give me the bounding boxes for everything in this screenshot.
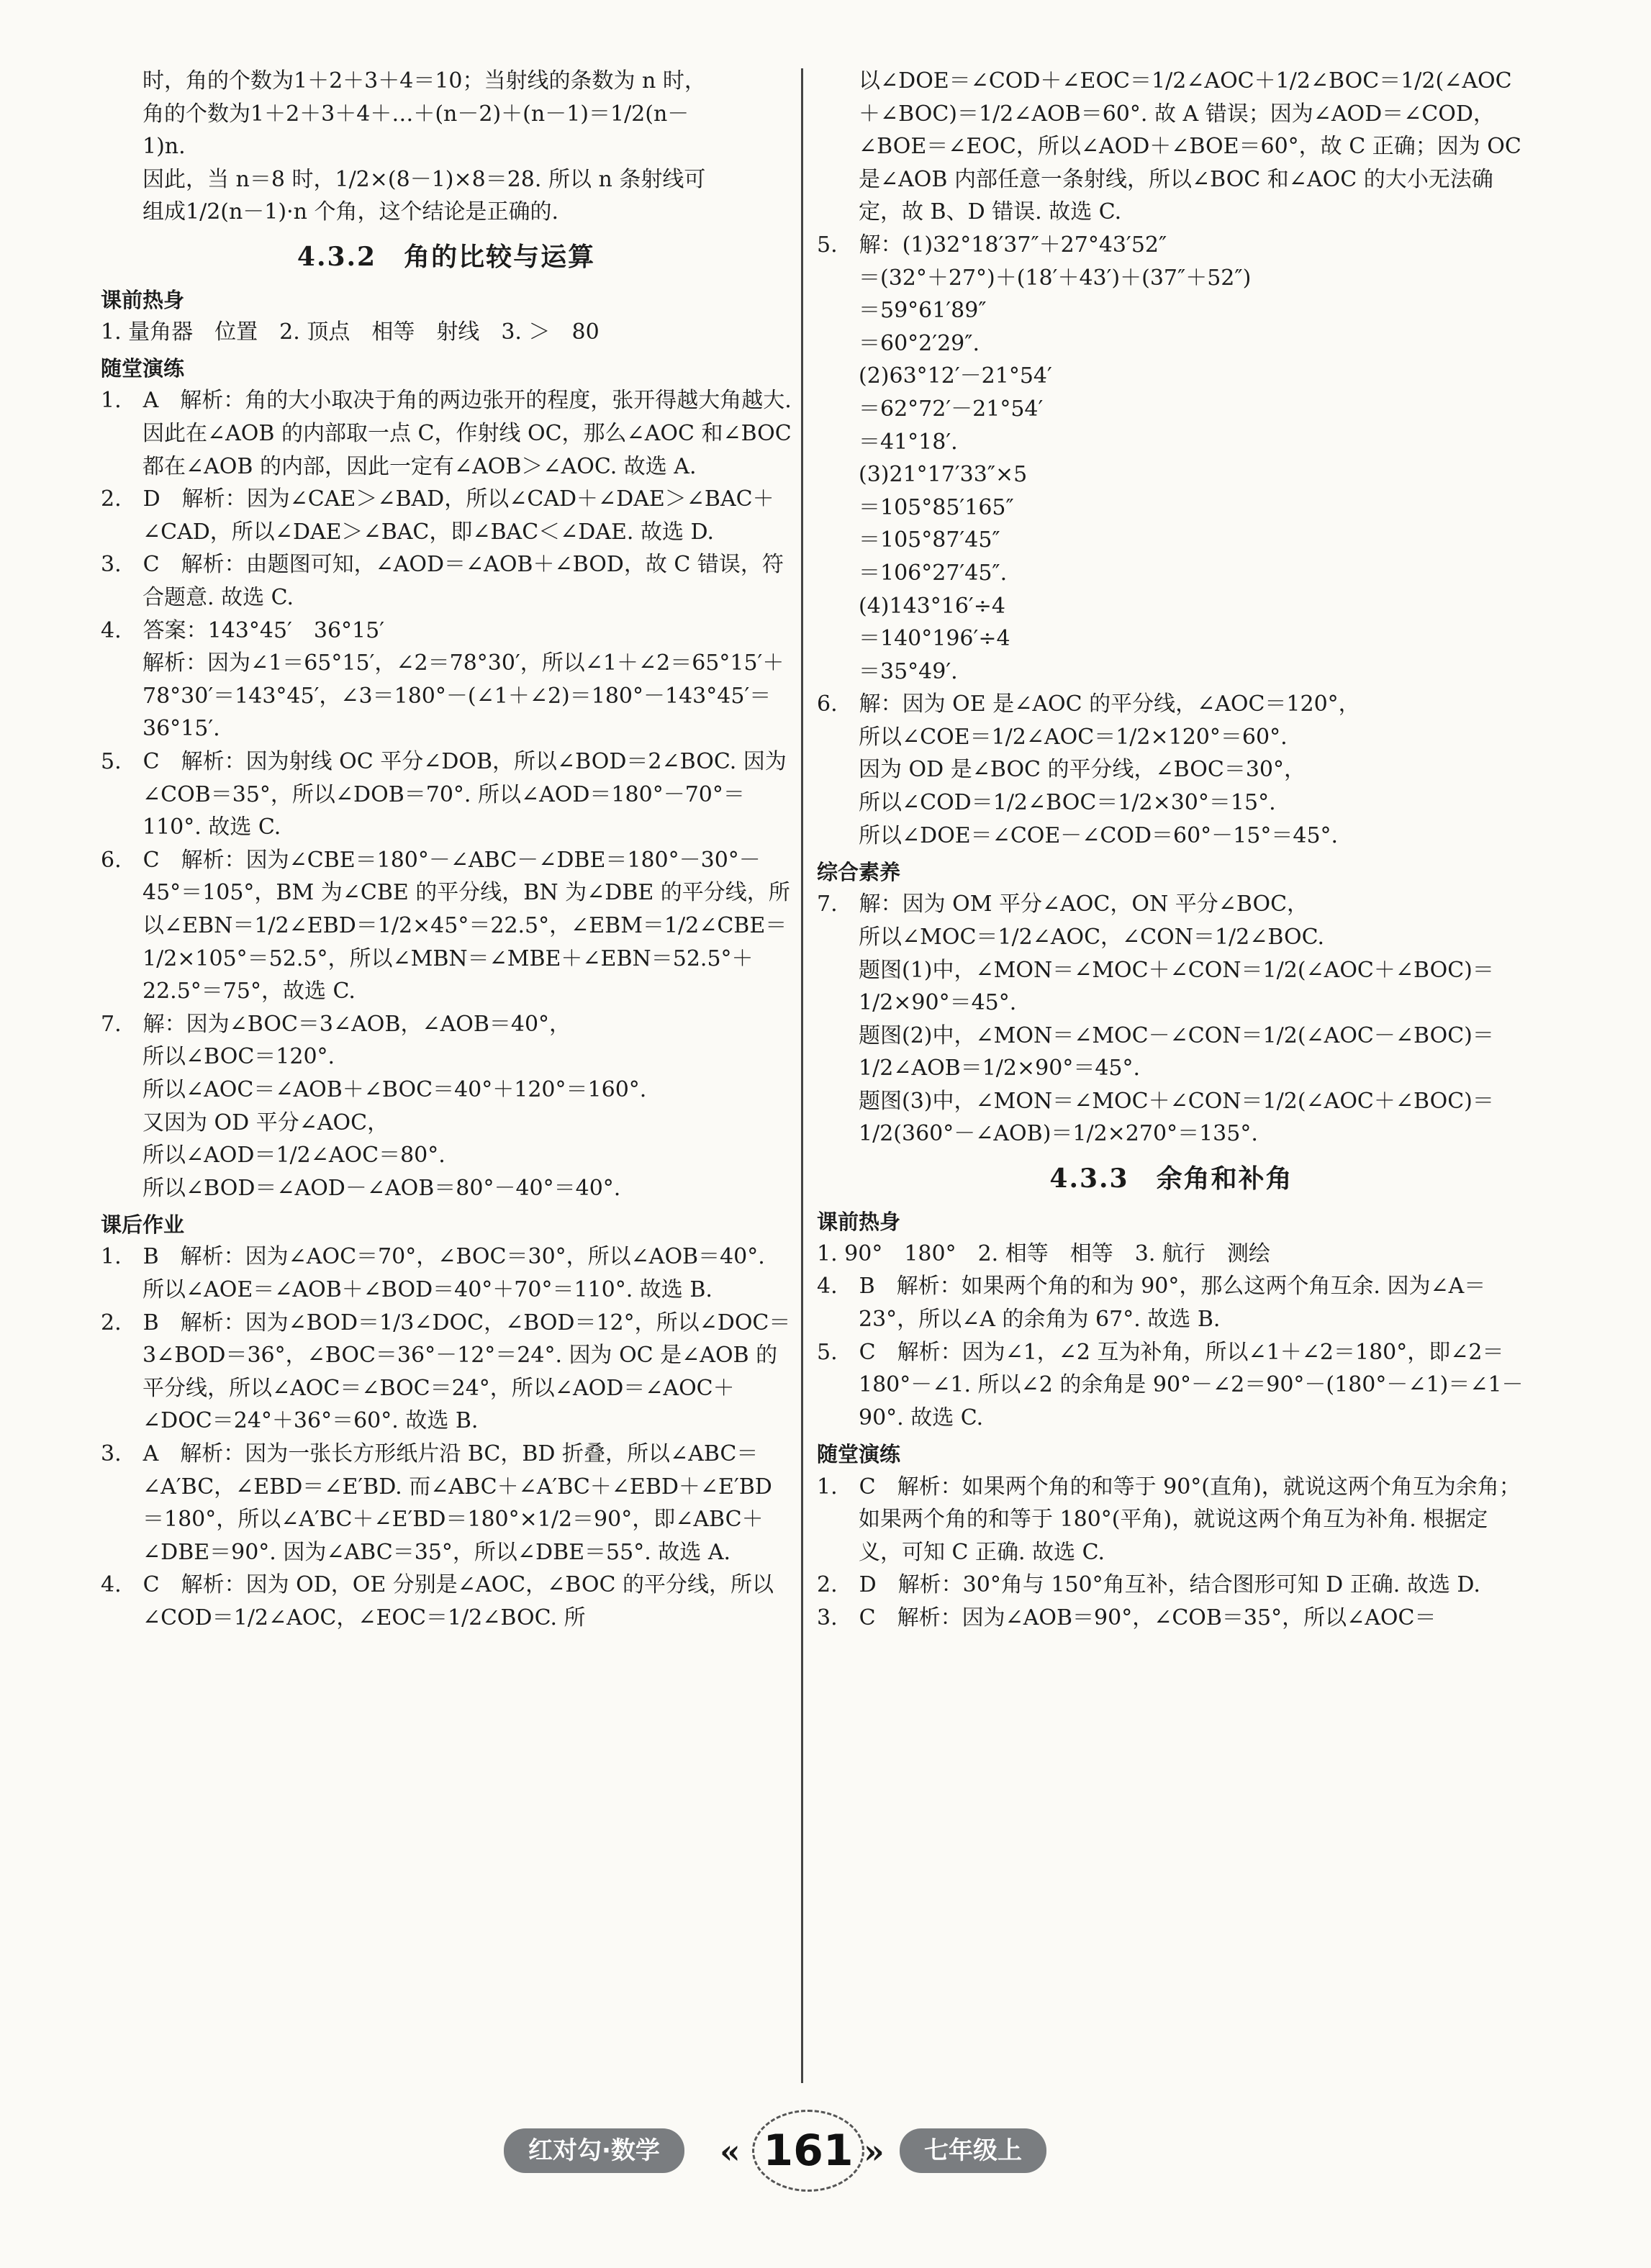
section-title: 4.3.2 角的比较与运算 (297, 241, 596, 272)
text-line: 又因为 OD 平分∠AOC， (143, 1110, 389, 1135)
text-line: 1. 90° 180° 2. 相等 相等 3. 航行 测绘 (817, 1240, 1270, 1266)
left-column (101, 65, 792, 1634)
exercise-item: 5. C 解析：因为∠1，∠2 互为补角，所以∠1＋∠2＝180°，即∠2＝180°－∠1. 所以∠2 的余角是 90°－∠2＝90°－(180°－∠1)＝∠1－90°. 故选 C. (817, 1339, 1524, 1430)
text-line: ＝35°49′. (859, 658, 958, 684)
subsection-heading: 课前热身 (101, 287, 185, 312)
subsection-heading: 课后作业 (101, 1212, 185, 1238)
exercise-item: 3. A 解析：因为一张长方形纸片沿 BC，BD 折叠，所以∠ABC＝∠A′BC，∠EBD＝∠E′BD. 而∠ABC＋∠A′BC＋∠EBD＋∠E′BD＝180°，所以∠A′BC＋∠E′BD＝180°×1/2＝90°，即∠ABC＋∠DBE＝90°. 因为∠ABC＝35°，所以∠DBE＝55°. 故选 A. (101, 1441, 772, 1565)
text-line: (3)21°17′33″×5 (859, 462, 1028, 488)
book-title-label: 红对勾·数学 (504, 2128, 684, 2173)
text-line: ＝41°18′. (859, 429, 958, 455)
exercise-item: 6. 解：因为 OE 是∠AOC 的平分线，∠AOC＝120°， (817, 691, 1360, 717)
text-line: 所以∠AOD＝1/2∠AOC＝80°. (143, 1143, 445, 1169)
exercise-item: 7. 解：因为 OM 平分∠AOC，ON 平分∠BOC， (817, 892, 1309, 917)
text-line: 因为 OD 是∠BOC 的平分线，∠BOC＝30°， (859, 757, 1306, 783)
exercise-item: 1. C 解析：如果两个角的和等于 90°(直角)，就说这两个角互为余角；如果两个角的和等于 180°(平角)，就说这两个角互为补角. 根据定义，可知 C 正确. 故选 C. (817, 1474, 1521, 1565)
text-line: 1)n. (143, 134, 186, 160)
text-line: 题图(3)中，∠MON＝∠MOC＋∠CON＝1/2(∠AOC＋∠BOC)＝1/2(360°－∠AOB)＝1/2×270°＝135°. (859, 1088, 1494, 1147)
text-line: ＝105°85′165″ (859, 494, 1014, 520)
text-line: 所以∠BOC＝120°. (143, 1044, 335, 1070)
exercise-item: 6. C 解析：因为∠CBE＝180°－∠ABC－∠DBE＝180°－30°－45°＝105°，BM 为∠CBE 的平分线，BN 为∠DBE 的平分线，所以∠EBN＝1/2∠EBD＝1/2×45°＝22.5°，∠EBM＝1/2∠CBE＝1/2×105°＝52.5°，所以∠MBN＝∠MBE＋∠EBN＝52.5°＋22.5°＝75°，故选 C. (101, 847, 790, 1004)
text-line: 1. 量角器 位置 2. 顶点 相等 射线 3. ＞ 80 (101, 319, 600, 345)
exercise-item: 1. B 解析：因为∠AOC＝70°，∠BOC＝30°，所以∠AOB＝40°. 所以∠AOE＝∠AOB＋∠BOD＝40°＋70°＝110°. 故选 B. (101, 1244, 765, 1302)
right-guillemet: » (864, 2132, 885, 2171)
exercise-item: 7. 解：因为∠BOC＝3∠AOB，∠AOB＝40°， (101, 1011, 571, 1037)
subsection-heading: 随堂演练 (101, 356, 185, 381)
subsection-heading: 随堂演练 (817, 1442, 901, 1467)
text-line: 解析：因为∠1＝65°15′，∠2＝78°30′，所以∠1＋∠2＝65°15′＋78°30′＝143°45′，∠3＝180°－(∠1＋∠2)＝180°－143°45′＝36°15′. (143, 650, 784, 742)
page-number: 161 (752, 2110, 864, 2192)
exercise-item: 5. C 解析：因为射线 OC 平分∠DOB，所以∠BOD＝2∠BOC. 因为∠COB＝35°，所以∠DOB＝70°. 所以∠AOD＝180°－70°＝110°. 故选 C. (101, 748, 787, 840)
text-line: 组成1/2(n－1)·n 个角，这个结论是正确的. (143, 199, 559, 225)
text-line: 题图(1)中，∠MON＝∠MOC＋∠CON＝1/2(∠AOC＋∠BOC)＝1/2×90°＝45°. (859, 957, 1494, 1016)
exercise-item: 1. A 解析：角的大小取决于角的两边张开的程度，张开得越大角越大. 因此在∠AOB 的内部取一点 C，作射线 OC，那么∠AOC 和∠BOC 都在∠AOB 的内部，因此一定有∠AOB＞∠AOC. 故选 A. (101, 388, 792, 479)
text-line: 因此，当 n＝8 时，1/2×(8－1)×8＝28. 所以 n 条射线可 (143, 166, 706, 192)
text-line: 所以∠AOC＝∠AOB＋∠BOC＝40°＋120°＝160°. (143, 1076, 647, 1102)
text-line: 所以∠DOE＝∠COE－∠COD＝60°－15°＝45°. (859, 822, 1339, 848)
exercise-item: 5. 解：(1)32°18′37″＋27°43′52″ (817, 232, 1167, 258)
text-line: 题图(2)中，∠MON＝∠MOC－∠CON＝1/2(∠AOC－∠BOC)＝1/2∠AOB＝1/2×90°＝45°. (859, 1022, 1494, 1081)
page-footer (475, 2110, 1123, 2189)
exercise-item: 2. B 解析：因为∠BOD＝1/3∠DOC，∠BOD＝12°，所以∠DOC＝3∠BOD＝36°，∠BOC＝36°－12°＝24°. 因为 OC 是∠AOB 的平分线，所以∠AOC＝∠BOC＝24°，所以∠AOD＝∠AOC＋∠DOC＝24°＋36°＝60°. 故选 B. (101, 1310, 791, 1434)
text-line: ＝105°87′45″ (859, 527, 1000, 553)
exercise-item: 2. D 解析：30°角与 150°角互补，结合图形可知 D 正确. 故选 D. (817, 1572, 1480, 1598)
text-line: 时，角的个数为1＋2＋3＋4＝10；当射线的条数为 n 时， (143, 68, 706, 94)
text-line: ＝140°196′÷4 (859, 626, 1010, 652)
text-line: ＝(32°＋27°)＋(18′＋43′)＋(37″＋52″) (859, 265, 1252, 291)
text-line: ＝62°72′－21°54′ (859, 396, 1044, 422)
text-line: (4)143°16′÷4 (859, 593, 1005, 619)
subsection-heading: 课前热身 (817, 1209, 901, 1234)
text-line: 以∠DOE＝∠COD＋∠EOC＝1/2∠AOC＋1/2∠BOC＝1/2(∠AOC＋∠BOC)＝1/2∠AOB＝60°. 故 A 错误；因为∠AOD＝∠COD，∠BOE＝∠EOC，所以∠AOD＋∠BOE＝60°，故 C 正确；因为 OC 是∠AOB 内部任意一条射线，所以∠BOC 和∠AOC 的大小无法确定，故 B、D 错误. 故选 C. (859, 68, 1521, 225)
exercise-item: 4. B 解析：如果两个角的和为 90°，那么这两个角互余. 因为∠A＝23°，所以∠A 的余角为 67°. 故选 B. (817, 1274, 1486, 1333)
grade-label: 七年级上 (900, 2128, 1046, 2173)
exercise-item: 3. C 解析：因为∠AOB＝90°，∠COB＝35°，所以∠AOC＝ (817, 1605, 1437, 1630)
exercise-item: 4. 答案：143°45′ 36°15′ (101, 617, 385, 643)
exercise-item: 4. C 解析：因为 OD，OE 分别是∠AOC，∠BOC 的平分线，所以∠COD＝1/2∠AOC，∠EOC＝1/2∠BOC. 所 (101, 1572, 774, 1630)
text-line: 所以∠COE＝1/2∠AOC＝1/2×120°＝60°. (859, 724, 1288, 750)
text-line: 角的个数为1＋2＋3＋4＋…＋(n－2)＋(n－1)＝1/2(n－ (143, 101, 689, 127)
text-line: ＝106°27′45″. (859, 560, 1008, 586)
right-column (817, 65, 1526, 1634)
text-line: ＝60°2′29″. (859, 330, 980, 356)
exercise-item: 2. D 解析：因为∠CAE＞∠BAD，所以∠CAD＋∠DAE＞∠BAC＋∠CAD，所以∠DAE＞∠BAC，即∠BAC＜∠DAE. 故选 D. (101, 486, 774, 545)
text-line: ＝59°61′89″ (859, 298, 987, 324)
text-line: (2)63°12′－21°54′ (859, 363, 1052, 389)
left-guillemet: « (720, 2132, 741, 2171)
subsection-heading: 综合素养 (817, 860, 901, 885)
exercise-item: 3. C 解析：由题图可知，∠AOD＝∠AOB＋∠BOD，故 C 错误，符合题意. 故选 C. (101, 552, 784, 610)
section-title: 4.3.3 余角和补角 (1049, 1164, 1293, 1194)
text-line: 所以∠MOC＝1/2∠AOC，∠CON＝1/2∠BOC. (859, 924, 1325, 950)
column-divider (801, 68, 803, 2083)
text-line: 所以∠BOD＝∠AOD－∠AOB＝80°－40°＝40°. (143, 1175, 621, 1201)
text-line: 所以∠COD＝1/2∠BOC＝1/2×30°＝15°. (859, 790, 1276, 816)
